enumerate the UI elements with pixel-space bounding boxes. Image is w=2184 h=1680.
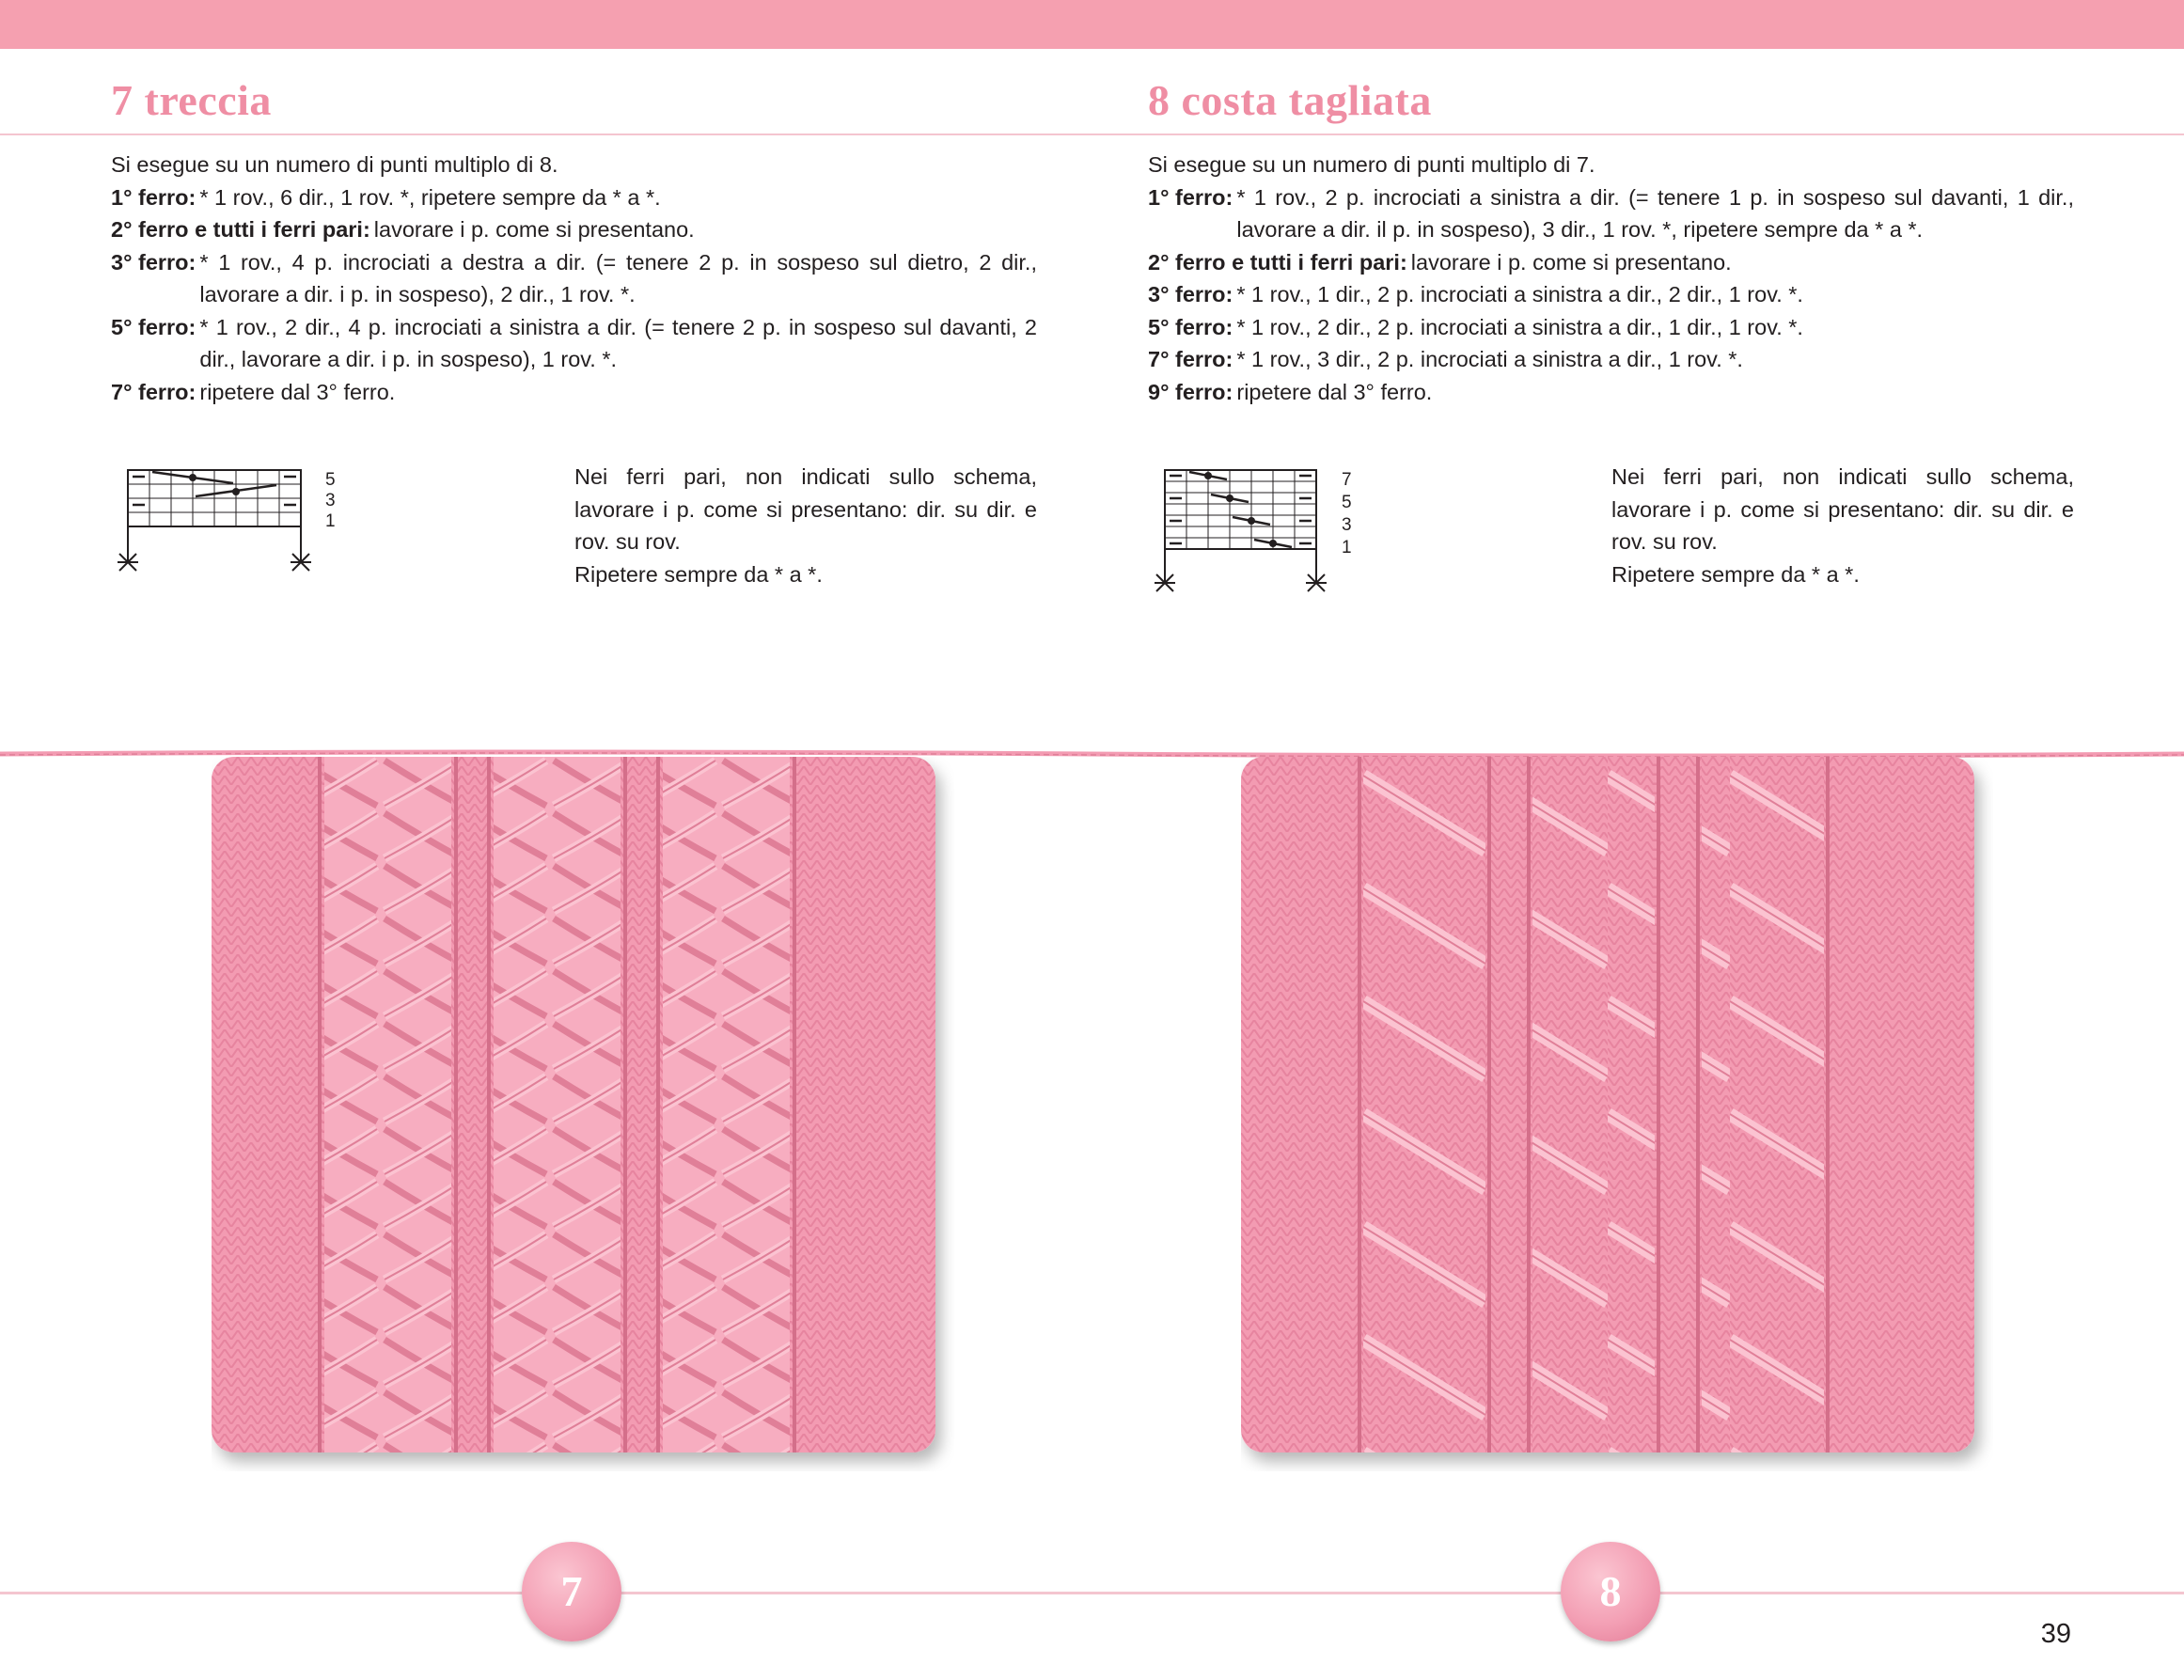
chart-row-number: 5 <box>325 470 336 490</box>
chart-row-number: 1 <box>325 511 336 531</box>
yarn-ball-badge <box>1561 1542 1660 1641</box>
bottom-divider <box>0 1592 2184 1594</box>
instructions <box>111 149 1037 408</box>
instruction-row: 9° ferro: ripetere dal 3° ferro. <box>1148 379 1433 404</box>
stitch-chart <box>1148 461 1374 611</box>
instruction-row: 7° ferro: ripetere dal 3° ferro. <box>111 379 396 404</box>
instruction-row: 5° ferro: * 1 rov., 2 dir., 4 p. incrociati a sinistra a dir. (= tenere 2 p. in sospeso sul davanti, 2 dir., lavorare a dir. i p. in sospeso), 1 rov. *. <box>111 314 1037 371</box>
instruction-row: 2° ferro e tutti i ferri pari: lavorare i p. come si presentano. <box>1148 249 1732 275</box>
instructions <box>1148 149 2074 408</box>
section-title: 8 costa tagliata <box>1148 76 1432 124</box>
swatch-number: 8 <box>1599 1567 1622 1615</box>
instruction-row: 5° ferro: * 1 rov., 2 dir., 2 p. incrociati a sinistra a dir., 1 dir., 1 rov. *. <box>1148 314 1803 339</box>
intro-text: Si esegue su un numero di punti multiplo di 8. <box>111 152 558 177</box>
yarn-ball-badge <box>522 1542 621 1641</box>
chart-row-number: 3 <box>325 491 336 510</box>
chart-row-number: 7 <box>1342 470 1352 490</box>
chart-note: Nei ferri pari, non indicati sullo schema, lavorare i p. come si presentano: dir. su dir. e rov. su rov. Ripetere sempre da * a *. <box>1611 464 2074 587</box>
instruction-row: 3° ferro: * 1 rov., 1 dir., 2 p. incrociati a sinistra a dir., 2 dir., 1 rov. *. <box>1148 282 1803 306</box>
swatch-number: 7 <box>560 1567 583 1615</box>
chart-row-number: 5 <box>1342 493 1352 512</box>
instruction-row: 7° ferro: * 1 rov., 3 dir., 2 p. incrociati a sinistra a dir., 1 rov. *. <box>1148 347 1743 371</box>
instruction-row: 1° ferro: * 1 rov., 6 dir., 1 rov. *, ripetere sempre da * a *. <box>111 184 661 210</box>
stitch-chart <box>111 461 337 592</box>
knit-swatch-cable <box>212 757 954 1471</box>
title-divider <box>0 133 2184 135</box>
instruction-row: 3° ferro: * 1 rov., 4 p. incrociati a destra a dir. (= tenere 2 p. in sospeso sul dietro, 2 dir., lavorare a dir. i p. in sospeso), 2 dir., 1 rov. *. <box>111 249 1037 306</box>
intro-text: Si esegue su un numero di punti multiplo di 7. <box>1148 152 1595 177</box>
chart-row-number: 1 <box>1342 538 1352 557</box>
chart-row-number: 3 <box>1342 515 1352 535</box>
page-number: 39 <box>2040 1619 2071 1649</box>
section-title: 7 treccia <box>111 76 272 124</box>
instruction-row: 2° ferro e tutti i ferri pari: lavorare i p. come si presentano. <box>111 217 695 242</box>
chart-note: Nei ferri pari, non indicati sullo schema, lavorare i p. come si presentano: dir. su dir. e rov. su rov. Ripetere sempre da * a *. <box>574 464 1037 587</box>
instruction-row: 1° ferro: * 1 rov., 2 p. incrociati a sinistra a dir. (= tenere 1 p. in sospeso sul davanti, 1 dir., lavorare a dir. il p. in sospeso), 3 dir., 1 rov. *, ripetere sempre da * a *. <box>1148 184 2074 242</box>
knit-swatch-diagonal-rib <box>1241 757 1993 1471</box>
top-pink-band <box>0 0 2184 49</box>
